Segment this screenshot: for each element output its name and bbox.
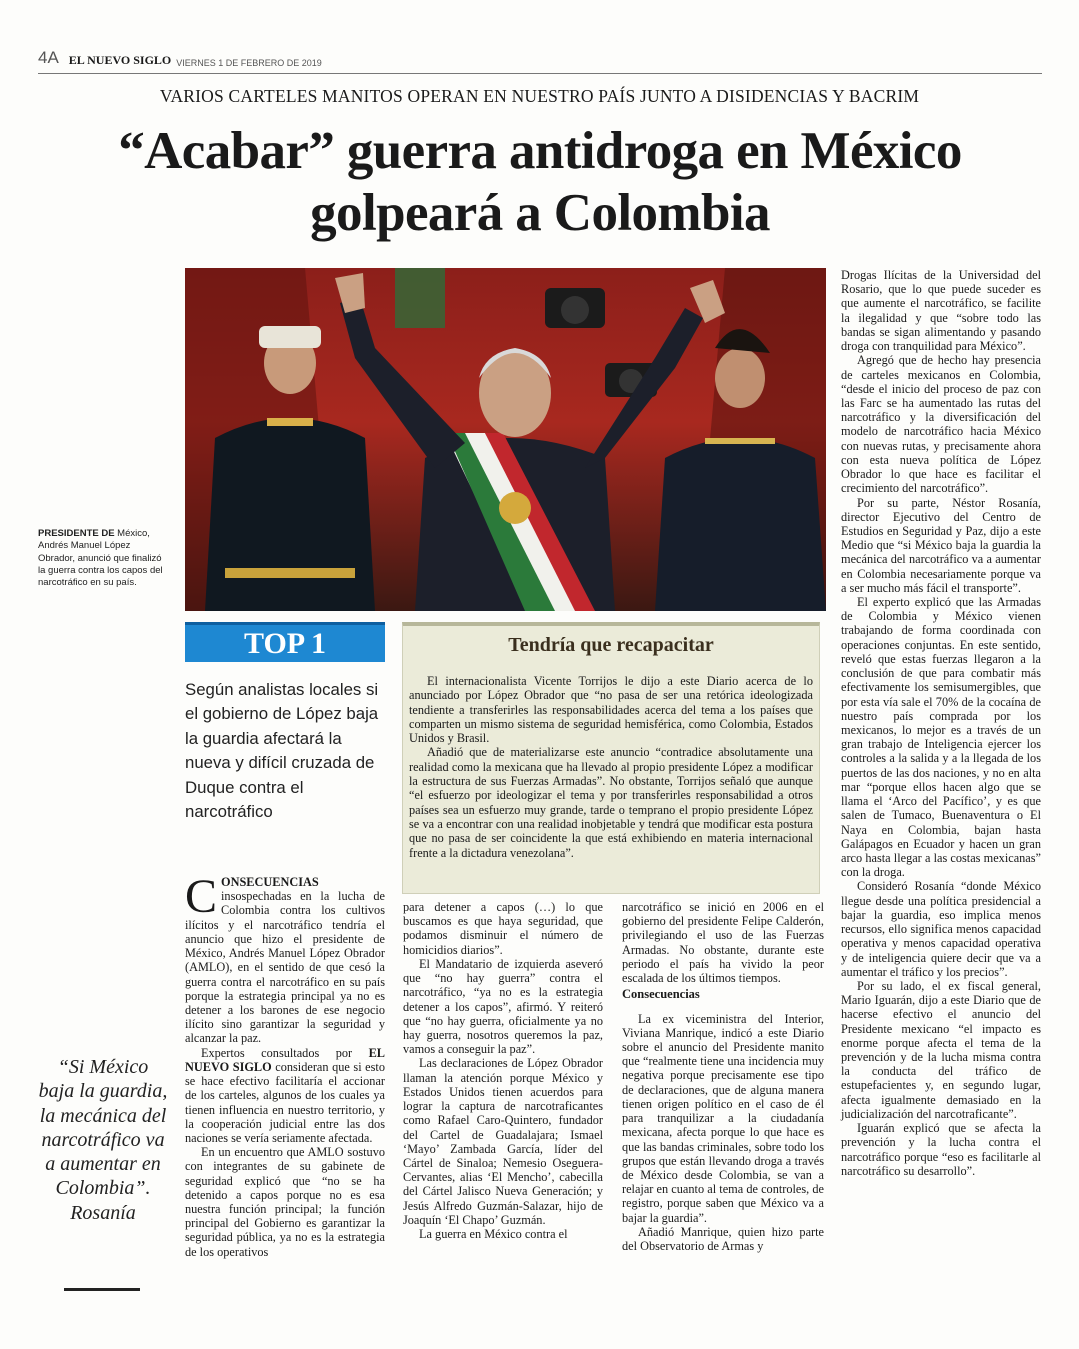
summary-text: Según analistas locales si el gobierno de López baja la guardia afectará la nueva y difícil cruzada de Duque contra el narcotráfico	[185, 680, 379, 822]
page-number: 4A	[38, 48, 59, 67]
article-paragraph: Drogas Ilícitas de la Universidad del Rosario, que lo que puede suceder es que aumente el narcotráfico, se facilite la ilegalidad y que “sobre todo las bandas se sigan alimentando y pasando droga con tranquilidad para México”.	[841, 268, 1041, 354]
paragraph-text: consideran que si esto se hace efectivo facilitaría el accionar de los carteles, algunos de los cuales ya tienen influencia en nuestro territorio, y la cooperación judicial entre las dos naciones se vería seriamente afectada.	[185, 1059, 385, 1145]
pull-quote-text: “Si México baja la guardia, la mecánica del narcotráfico va a aumentar en Colombia”.	[38, 1056, 168, 1200]
issue-date: VIERNES 1 DE FEBRERO DE 2019	[176, 58, 322, 68]
article-paragraph: Agregó que de hecho hay presencia de carteles mexicanos en Colombia, “desde el inicio del proceso de paz con las Farc se ha aumentado las rutas del narcotráfico y la diversificación del modelo de narcotráfico hacia México con nuevas rutas, y precisamente ahora con esta nueva política de López Obrador lo que hace es facilitar el crecimiento del narcotráfico”.	[841, 353, 1041, 496]
section-subhead: Consecuencias	[622, 987, 700, 1002]
paragraph-text: insospechadas en la lucha de Colombia contra los cultivos ilícitos y el narcotráfico tendría el anuncio que hizo el presidente de México, Andrés Manuel López Obrador (AMLO), en el sentido de que cesó la guerra contra el narcotráfico en su país porque la estrategia principal ya no es detener a los barones de ese negocio ilícito sino garantizar la seguridad y alcanzar la paz.	[185, 889, 385, 1046]
headline	[40, 120, 1040, 244]
newspaper-mention: EL NUEVO SIGLO	[185, 1045, 385, 1074]
article-paragraph: Las declaraciones de López Obrador llaman la atención porque México y Estados Unidos tienen acuerdos para lograr la captura de narcotraficantes como Rafael Caro-Quintero, fundador del Cartel de Guadalajara; Ismael ‘Mayo’ Zambada García, líder del Cártel de Sinaloa; Nemesio Oseguera-Cervantes, alias ‘El Mencho’, cabecilla del Cártel Jalisco Nueva Generación; y Jesús Alfredo Guzmán-Salazar, hijo de Joaquín ‘El Chapo’ Guzmán.	[403, 1056, 603, 1227]
article-paragraph: La ex viceministra del Interior, Viviana Manrique, indicó a este Diario sobre el anuncio del Presidente manito que “realmente tiene una incidencia muy negativa porque precisamente ese tipo de declaraciones, que de alguna manera tienen origen político en el caso de él para tranquilizar a la ciudadanía mexicana, afecta porque lo que hace es que las bandas criminales, sobre todo los grupos que están llevando droga a través de México desde Colombia, se van a relajar en cuanto al tema de controles, de registro, porque saben que México va a bajar la guardia”.	[622, 1011, 824, 1225]
article-paragraph	[185, 870, 385, 1046]
article-column-4	[841, 268, 1041, 1178]
article-paragraph: Añadió Manrique, quien hizo parte del Observatorio de Armas y	[622, 1224, 824, 1254]
sidebar-title: Tendría que recapacitar	[508, 634, 714, 656]
pull-quote	[38, 1055, 168, 1225]
caption-text: México, Andrés Manuel López Obrador, anunció que finalizó la guerra contra los capos del narcotráfico en su país.	[38, 528, 163, 589]
kicker: VARIOS CARTELES MANITOS OPERAN EN NUESTRO PAÍS JUNTO A DISIDENCIAS Y BACRIM	[159, 86, 920, 106]
article-paragraph	[185, 1046, 385, 1146]
sidebar-paragraph: El internacionalista Vicente Torrijos le dijo a este Diario acerca de lo anunciado por López Obrador que “no pasa de ser una retórica ideologizada tendiente a transferirles las responsabilidades acerca del tema a los países que comparten un mismo sistema de seguridad hemisférica, como Colombia, Estados Unidos y Brasil.	[409, 674, 813, 746]
headline-line-2: golpeará a Colombia	[310, 184, 770, 242]
top-label-box	[185, 622, 385, 662]
pull-quote-author: Rosanía	[70, 1201, 136, 1224]
article-paragraph: para detener a capos (…) lo que buscamos es que haya seguridad, que podamos disminuir el número de homicidios diarios”.	[403, 900, 603, 957]
article-paragraph: Consideró Rosanía “donde México llegue desde una política presidencial a bajar la guardia, eso implica menos recursos, ello significa menos capacidad operativa y menos capacidad operativa y de inteligencia quiere decir que va a aumentar el tráfico y los precios”.	[841, 879, 1041, 979]
article-column-3	[622, 900, 824, 1253]
headline-line-1: “Acabar” guerra antidroga en México	[118, 122, 962, 180]
article-column-1	[185, 870, 385, 1259]
article-paragraph: narcotráfico se inició en 2006 en el gobierno del presidente Felipe Calderón, privilegiando el uso de las Fuerzas Armadas. No obstante, durante este periodo el país ha vivido la peor escalada de los últimos tiempos.	[622, 900, 824, 986]
paragraph-text: Expertos consultados por	[201, 1045, 369, 1060]
article-paragraph: El experto explicó que las Armadas de Colombia y México vienen trabajando de forma coordinada con operaciones conjuntas. En este sentido, reveló que estas fuerzas llegaron a la conclusión de que para combatir más efectivamente los semisumergibles, que por esta vía sale el 70% de la cocaína de nuestro país comprada por los mexicanos, lo mejor es a través de un gran trabajo de Inteligencia ejercer los controles a la salida y a la llegada de los puertos de las dos naciones, y no en alta mar “porque ellos hacen algo que se llama el ‘Arco del Pacífico’, y es que salen de Tumaco, Buenaventura o El Naya en Colombia, bajan hasta Galápagos en Ecuador y hacen un gran arco hasta llegar a las costas mexicanas” con la droga.	[841, 595, 1041, 880]
sidebar-box	[402, 622, 820, 894]
sidebar-paragraph: Añadió que de materializarse este anuncio “contradice absolutamente una realidad como la mexicana que ha llevado al propio presidente López a modificar la estructura de sus Fuerzas Armadas”. No obstante, Torrijos señaló que aunque “el esfuerzo por ideologizar el tema y por transferirles responsabilidad a otros países sea un esfuerzo muy grande, tarde o temprano el propio presidente López se va a encontrar con una realidad inobjetable y tendrá que modificar esta postura que no pasa de ser coincidente la que está exhibiendo en materia internacional frente a la dictadura venezolana”.	[409, 745, 813, 860]
caption-lead: PRESIDENTE DE	[38, 528, 115, 539]
newspaper-name: EL NUEVO SIGLO	[68, 53, 172, 67]
article-paragraph: Por su lado, el ex fiscal general, Mario Iguarán, dijo a este Diario que de hacerse efectivo el anuncio del Presidente mexicano “el impacto es enorme porque afecta el tema de la prevención y de la lucha misma contra la conducta del tráfico de estupefacientes y, en segundo lugar, afecta igualmente demasiado en la judicialización del narcotraficante”.	[841, 978, 1041, 1121]
photo-caption	[38, 528, 168, 589]
article-paragraph: Iguarán explicó que se afecta la prevención y la lucha contra el narcotráfico porque “eso es facilitarle al narcotráfico su desarrollo”.	[841, 1121, 1041, 1178]
top-label: TOP 1	[244, 626, 326, 660]
article-column-2	[403, 900, 603, 1241]
main-photo	[185, 268, 826, 611]
article-paragraph: En un encuentro que AMLO sostuvo con integrantes de su gabinete de seguridad explicó que “no se ha detenido a capos porque no es esa nuestra función principal; la función principal del Gobierno es garantizar la seguridad pública, ya no es la estrategia de los operativos	[185, 1145, 385, 1259]
article-paragraph: La guerra en México contra el	[419, 1227, 568, 1242]
pull-quote-rule	[64, 1288, 140, 1291]
president-photo-illustration	[185, 268, 826, 611]
article-paragraph: El Mandatario de izquierda aseveró que “no hay guerra” contra el narcotráfico, “ya no es la estrategia detener a los capos”, afirmó. Y reiteró que “no hay guerra, oficialmente ya no hay guerra, nosotros queremos la paz, vamos a conseguir la paz”.	[403, 956, 603, 1057]
article-paragraph: Por su parte, Néstor Rosanía, director Ejecutivo del Centro de Estudios en Seguridad y Paz, dijo a este Medio que “si México baja la guardia la mecánica del narcotráfico va a aumentar en Colombia necesariamente porque va a ser mucho más fácil el transporte”.	[841, 495, 1041, 595]
page-header	[38, 48, 1042, 74]
drop-cap: C	[185, 870, 218, 923]
sidebar-body	[409, 674, 813, 860]
lead-word: ONSECUENCIAS	[221, 875, 319, 889]
